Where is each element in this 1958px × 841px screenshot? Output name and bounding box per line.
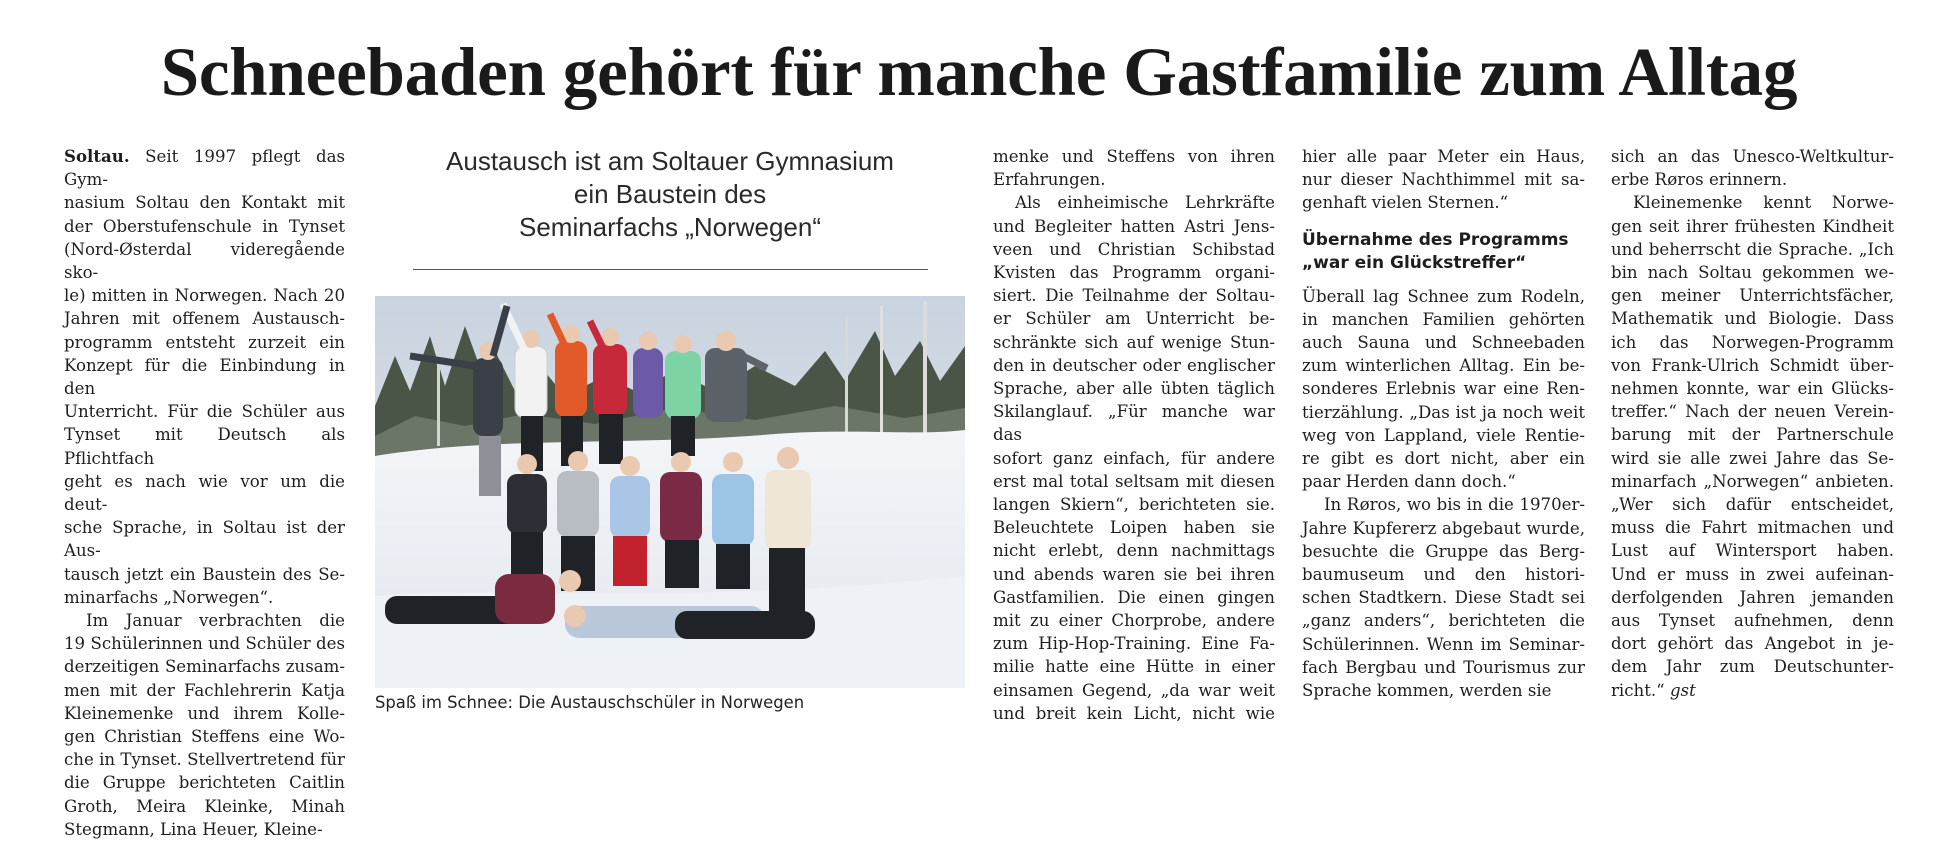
subheadline-line: Austausch ist am Soltauer Gymnasium	[446, 146, 894, 176]
article-text-line: sofort ganz einfach, für andere	[993, 448, 1275, 468]
article-text-line: baumuseum und den histori-	[1302, 565, 1585, 585]
article-text-line: Überall lag Schnee zum Rodeln,	[1302, 286, 1585, 306]
article-text-line: Erfahrungen.	[993, 170, 1106, 190]
article-text-line: Lust auf Wintersport haben.	[1611, 541, 1894, 561]
article-text-line: „Wer sich dafür entscheidet,	[1611, 495, 1894, 515]
article-text-line: nicht erlebt, denn nachmittags	[993, 541, 1275, 561]
article-text-line: ich das Norwegen-Programm	[1611, 332, 1894, 352]
article-column-3	[993, 145, 1275, 725]
article-column-1	[64, 145, 345, 841]
article-text-line: Gastfamilien. Die einen gingen	[993, 587, 1275, 607]
article-text-line: gen Christian Steffens eine Wo-	[64, 727, 345, 747]
article-text-line: den in deutscher oder englischer	[993, 355, 1275, 375]
article-text-line: schränkte sich auf wenige Stun-	[993, 332, 1275, 352]
article-text-line: treffer.“ Nach der neuen Verein-	[1611, 402, 1894, 422]
article-text-line: hier alle paar Meter ein Haus,	[1302, 147, 1585, 166]
article-text-line: derfolgenden Jahren jemanden	[1611, 587, 1894, 607]
article-text-line: erbe Røros erinnern.	[1611, 170, 1788, 190]
article-text-line: die Gruppe berichteten Caitlin	[64, 773, 345, 793]
article-text-line: dort gehört das Angebot in je-	[1611, 634, 1894, 654]
article-text-line: Kleinemenke kennt Norwe-	[1633, 193, 1894, 213]
article-text-line: geht es nach wie vor um die deut-	[64, 471, 345, 515]
article-text-line: le) mitten in Norwegen. Nach 20	[64, 286, 345, 306]
article-text-line: men mit der Fachlehrerin Katja	[64, 680, 345, 700]
article-text-line: sche Sprache, in Soltau ist der Aus-	[64, 518, 345, 561]
article-text-line: milie hatte eine Hütte in einer	[993, 657, 1275, 677]
article-text-line: wird sie alle zwei Jahre das Se-	[1611, 448, 1894, 468]
article-text-line: paar Herden dann doch.“	[1302, 472, 1516, 492]
article-text-line: Stegmann, Lina Heuer, Kleine-	[64, 819, 323, 839]
article-text-line: Als einheimische Lehrkräfte	[1015, 193, 1275, 213]
article-text-line: Groth, Meira Kleinke, Minah	[64, 796, 345, 816]
article-text-line: und abends waren sie bei ihren	[993, 564, 1275, 584]
article-photo	[375, 296, 965, 688]
article-text-line: (Nord-Østerdal videregående sko-	[64, 239, 345, 283]
article-text-line: 19 Schülerinnen und Schüler des	[64, 634, 345, 654]
article-text-line: Unterricht. Für die Schüler aus	[64, 402, 345, 422]
article-text-line: Kvisten das Programm organi-	[993, 263, 1275, 283]
article-text-line: minarfachs „Norwegen“.	[64, 587, 274, 607]
article-column-5	[1611, 145, 1894, 702]
article-headline: Schneebaden gehört für manche Gastfamilie zum Alltag	[160, 34, 1798, 110]
article-text-line: mit zu einer Chorprobe, andere	[993, 611, 1275, 631]
article-text-line: schen Stadtkern. Diese Stadt sei	[1302, 588, 1585, 608]
subheadline-line: ein Baustein des	[573, 179, 767, 209]
article-text-line: sonderes Erlebnis war eine Ren-	[1302, 379, 1585, 399]
article-text-line: barung mit der Partnerschule	[1611, 425, 1894, 445]
article-text-line: Mathematik und Biologie. Dass	[1611, 309, 1894, 329]
article-text-line: bin nach Soltau gekommen we-	[1611, 263, 1894, 283]
article-text-line: und breit kein Licht, nicht wie	[993, 703, 1275, 723]
article-text-line: dem Jahr zum Deutschunter-	[1611, 657, 1894, 677]
article-text-line: menke und Steffens von ihren	[993, 147, 1275, 166]
article-text-line: veen und Christian Schibstad	[993, 239, 1275, 259]
article-text-line: in manchen Familien gehörten	[1302, 309, 1585, 329]
article-text-line: Und er muss in zwei aufeinan-	[1611, 564, 1894, 584]
article-text-line: che in Tynset. Stellvertretend für	[64, 750, 345, 770]
article-text-line: Beleuchtete Loipen haben sie	[993, 518, 1275, 538]
article-text-line: zum winterlichen Alltag. Ein be-	[1302, 356, 1585, 376]
article-text-line: zum Hip-Hop-Training. Eine Fa-	[993, 634, 1275, 654]
article-text-line: sich an das Unesco-Weltkultur-	[1611, 147, 1894, 166]
article-text-line: re gibt es dort nicht, aber ein	[1302, 449, 1585, 469]
article-text-line: auch Sauna und Schneebaden	[1302, 333, 1585, 353]
article-text-line: aus Tynset aufnehmen, denn	[1611, 611, 1894, 631]
article-text-line: und Begleiter hatten Astri Jens-	[993, 216, 1275, 236]
article-text-line: Im Januar verbrachten die	[86, 611, 345, 631]
article-text-line: minarfach „Norwegen“ anbieten.	[1611, 471, 1894, 491]
article-text-line: nehmen konnte, war ein Glücks-	[1611, 379, 1894, 399]
article-text-line: nur dieser Nachthimmel mit sa-	[1302, 170, 1585, 190]
article-text-line: Kleinemenke und ihrem Kolle-	[64, 703, 345, 723]
subheadline-divider	[413, 269, 928, 270]
article-text-line: Skilanglauf. „Für manche war das	[993, 402, 1275, 445]
article-subheadline	[405, 145, 935, 244]
article-text: richt.“	[1611, 680, 1665, 700]
photo-caption: Spaß im Schnee: Die Austauschschüler in Norwegen	[375, 693, 805, 712]
dateline: Soltau.	[64, 146, 130, 166]
article-text-line: Sprache, aber alle übten täglich	[993, 379, 1275, 399]
subheadline-line: Seminarfachs „Norwegen“	[518, 212, 821, 242]
article-text-line: nasium Soltau den Kontakt mit	[64, 193, 345, 213]
article-text-line: Jahre Kupfererz abgebaut wurde,	[1302, 518, 1585, 538]
article-text-line: genhaft vielen Sternen.“	[1302, 193, 1509, 213]
article-text-line: tausch jetzt ein Baustein des Se-	[64, 564, 345, 584]
article-text-line: und beherrscht die Sprache. „Ich	[1611, 239, 1894, 259]
article-text-line: „ganz anders“, berichteten die	[1302, 611, 1585, 631]
article-text-line	[1611, 679, 1894, 702]
article-text-line: langen Skiern“, berichteten sie.	[993, 495, 1275, 515]
section-subheading: Übernahme des Programms	[1302, 229, 1569, 250]
article-column-4	[1302, 145, 1585, 702]
article-text-line: fach Bergbau und Tourismus zur	[1302, 657, 1585, 677]
section-subheading: „war ein Glückstreffer“	[1302, 252, 1527, 273]
article-text-line: von Frank-Ulrich Schmidt über-	[1611, 355, 1894, 375]
author-tag: gst	[1669, 680, 1696, 700]
article-text-line: Tynset mit Deutsch als Pflichtfach	[64, 425, 345, 468]
article-text-line: Sprache kommen, werden sie	[1302, 681, 1552, 701]
article-text-line: siert. Die Teilnahme der Soltau-	[993, 286, 1275, 306]
article-text-line: der Oberstufenschule in Tynset	[64, 216, 345, 236]
article-text-line: tierzählung. „Das ist ja noch weit	[1302, 402, 1585, 422]
article-text: Seit 1997 pflegt das Gym-	[64, 147, 345, 190]
article-text-line: Jahren mit offenem Austausch-	[64, 309, 345, 329]
article-text-line: er Schüler am Unterricht be-	[993, 309, 1275, 329]
article-text-line	[64, 145, 345, 191]
article-text-line: Konzept für die Einbindung in den	[64, 355, 345, 399]
article-text-line: erst mal total seltsam mit diesen	[993, 471, 1275, 491]
article-text-line: Schülerinnen. Wenn im Seminar-	[1302, 634, 1585, 654]
article-text-line: In Røros, wo bis in die 1970er-	[1324, 495, 1585, 515]
article-text-line: derzeitigen Seminarfachs zusam-	[64, 657, 345, 677]
article-text-line: besuchte die Gruppe das Berg-	[1302, 541, 1585, 561]
article-text-line: gen seit ihrer frühesten Kindheit	[1611, 216, 1894, 236]
article-text-line: gen meiner Unterrichtsfächer,	[1611, 286, 1894, 306]
article-text-line: muss die Fahrt mitmachen und	[1611, 518, 1894, 538]
article-text-line: weg von Lappland, viele Rentie-	[1302, 425, 1585, 445]
article-text-line: programm entsteht zurzeit ein	[64, 332, 345, 352]
article-text-line: einsamen Gegend, „da war weit	[993, 680, 1275, 700]
